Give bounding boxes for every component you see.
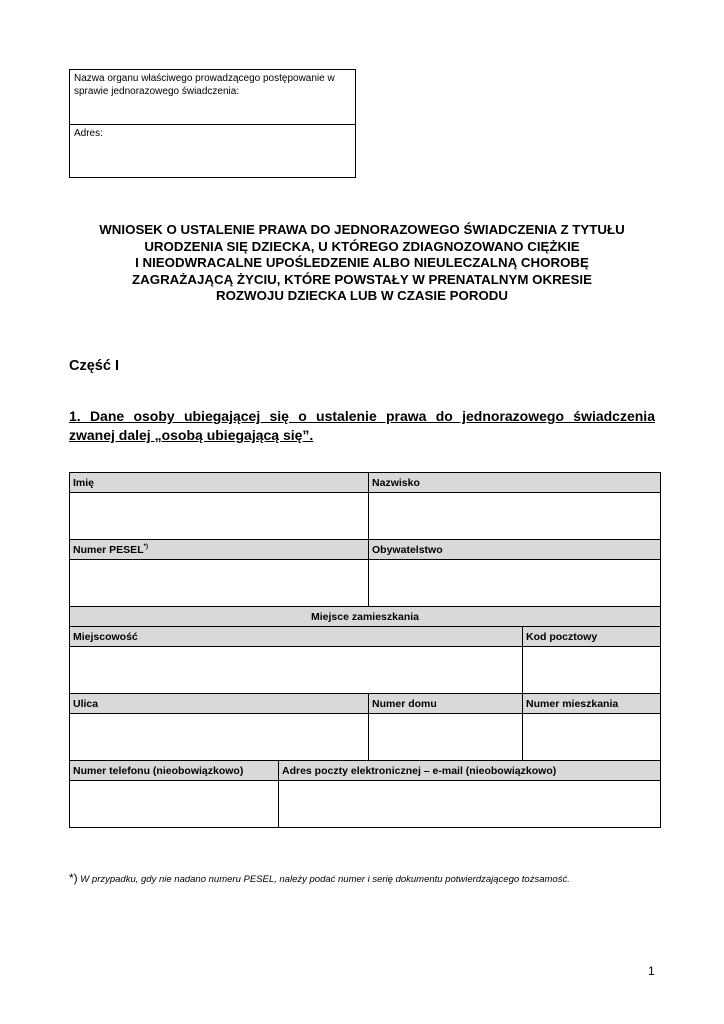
section-heading-line1: 1. Dane osoby ubiegającej się o ustalenie prawa do jednorazowego świadczenia (69, 408, 655, 424)
last-name-label: Nazwisko (369, 473, 661, 493)
apartment-number-label: Numer mieszkania (523, 694, 661, 714)
footnote-text: W przypadku, gdy nie nadano numeru PESEL, należy podać numer i serię dokumentu potwierdzającego tożsamość. (77, 874, 570, 885)
house-number-field[interactable] (369, 714, 523, 761)
citizenship-label: Obywatelstwo (369, 540, 661, 560)
page-number: 1 (648, 964, 655, 978)
pesel-label-text: Numer PESEL (73, 543, 144, 556)
pesel-label (70, 540, 369, 560)
organ-address-field[interactable] (70, 124, 355, 178)
organ-name-field[interactable] (70, 70, 355, 124)
last-name-field[interactable] (369, 493, 661, 540)
organ-name-label: Nazwa organu właściwego prowadzącego postępowanie w sprawie jednorazowego świadczenia: (74, 73, 335, 97)
phone-field[interactable] (70, 781, 279, 828)
street-label: Ulica (70, 694, 369, 714)
residence-header: Miejsce zamieszkania (70, 607, 661, 627)
email-label: Adres poczty elektronicznej – e-mail (nieobowiązkowo) (279, 761, 661, 781)
footnote (69, 871, 570, 885)
organ-box (69, 69, 356, 178)
first-name-label: Imię (70, 473, 369, 493)
city-label: Miejscowość (70, 627, 523, 647)
title-line: WNIOSEK O USTALENIE PRAWA DO JEDNORAZOWEGO ŚWIADCZENIA Z TYTUŁU (99, 222, 625, 237)
title-line: ZAGRAŻAJĄCĄ ŻYCIU, KTÓRE POWSTAŁY W PRENATALNYM OKRESIE (132, 271, 592, 287)
applicant-form (69, 472, 661, 828)
pesel-field[interactable] (70, 560, 369, 607)
email-field[interactable] (279, 781, 661, 828)
section-heading (69, 407, 655, 445)
house-number-label: Numer domu (369, 694, 523, 714)
citizenship-field[interactable] (369, 560, 661, 607)
part-heading: Część I (69, 358, 119, 374)
pesel-footnote-mark: *) (143, 543, 148, 550)
organ-address-label: Adres: (74, 128, 103, 139)
first-name-field[interactable] (70, 493, 369, 540)
street-field[interactable] (70, 714, 369, 761)
footnote-mark: *) (69, 871, 78, 885)
title-line: URODZENIA SIĘ DZIECKA, U KTÓREGO ZDIAGNOZOWANO CIĘŻKIE (144, 238, 580, 254)
postal-code-field[interactable] (523, 647, 661, 694)
apartment-number-field[interactable] (523, 714, 661, 761)
title-line: ROZWOJU DZIECKA LUB W CZASIE PORODU (215, 288, 509, 303)
postal-code-label: Kod pocztowy (523, 627, 661, 647)
city-field[interactable] (70, 647, 523, 694)
title-line: I NIEODWRACALNE UPOŚLEDZENIE ALBO NIEULECZALNĄ CHOROBĘ (135, 255, 589, 270)
document-title (62, 222, 662, 305)
phone-label: Numer telefonu (nieobowiązkowo) (70, 761, 279, 781)
section-heading-line2: zwanej dalej „osobą ubiegającą się”. (69, 427, 314, 443)
